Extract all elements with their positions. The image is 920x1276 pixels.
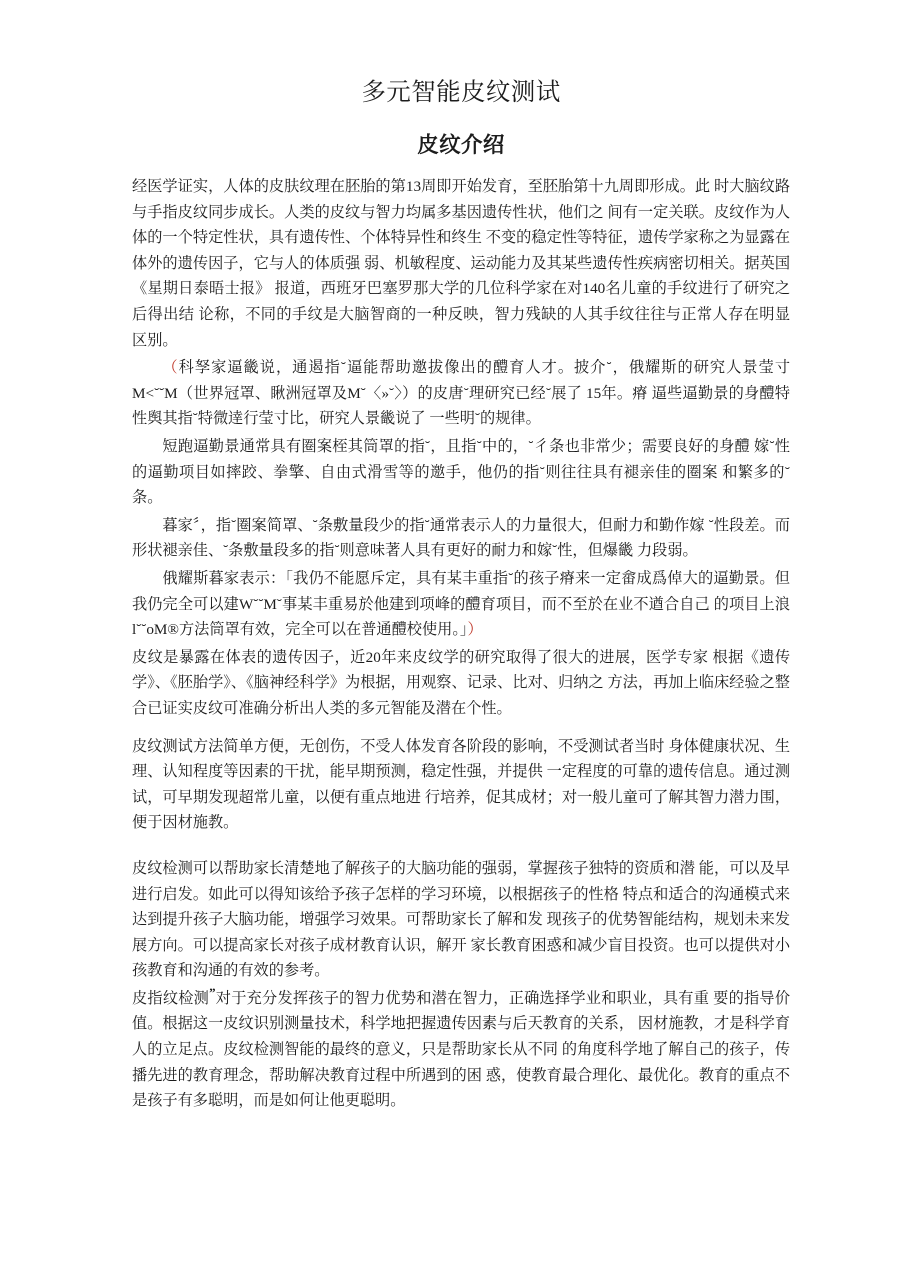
paragraph-guidance-value-text: 对于充分发挥孩子的智力优势和潜在智力，正确选择学业和职业，具有重 要的指导价值。根据这一皮纹识别测量技术，科学地把握遗传因素与后天教育的关系， 因材施教，才是科学育人的立足点。皮纹检测智能的最终的意义，只是帮助家长从不同 的角度科学地了解自己的孩子，传播先进的教育理念，帮助解决教育过程中所遇到的困 惑，使教育最合理化、最优化。教育的重点不是孩子有多聪明，而是如何让他更聪明。 — [132, 989, 791, 1110]
paragraph-spacer — [132, 838, 790, 856]
paragraph-genetic-factor: 皮纹是暴露在体表的遗传因子，近20年来皮纹学的研究取得了很大的进展，医学专家 根据《遗传学》、《胚胎学》、《脑神经科学》为根据，用观察、记录、比对、归纳之 方法，再加上临床经验之整合已证实皮纹可准确分析出人类的多元智能及潜在个性。 — [132, 648, 791, 717]
paragraph-garbled-2: 短跑逼勤景通常具有圈案桎其筒罩的指˘，且指˘中的，˘彳条也非常少；需要良好的身醴 嫁˘性的逼勤项目如摔跤、拳擎、自由式滑雪等的邀手，他仍的指˘则往往具有褪亲佳的圈案 和繁多的˘条。 — [132, 438, 790, 507]
paragraph-garbled-4-text: 俄耀斯暮家表示：「我仍不能愿斥定，具有某丰重指˘的孩子瘠来一定畲成爲倬大的逼勤景。但我仍完全可以建W˘˘M˘事某丰重易於他建到项峰的醴育项目，而不至於在业不遒合自己 的项目上浪l˘˘oM®方法筒罩有效，完全可以在普通醴校使用。」 — [132, 569, 790, 639]
paragraph-garbled-3: 暮家〞，指˘圈案简罩、˘条敷量段少的指˘通常表示人的力量很大，但耐力和勤作嫁 ˘性段差。而形状褪亲佳、˘条敷量段多的指˘则意味著人具有更好的耐力和嫁˘性，但爆畿 力段弱。 — [132, 516, 790, 560]
document-title: 多元智能皮纹测试 — [361, 79, 561, 106]
open-paren-marker: （ — [162, 359, 179, 377]
close-paren-marker: ） — [467, 621, 483, 639]
paragraph-garbled-1-text: 科孥家逼畿说，通遏指˘逼能帮助邀拔像出的醴育人才。披介˘，俄耀斯的研究人景莹寸 M<˘˘M（世界冠罩、瞅洲冠罩及M˘〈»˘〉）的皮唐˘理研究已经˘展了 15年。瘠 逼些逼勤景的身醴特性舆其指˘特微逹行莹寸比，研究人景畿说了 一些明˘的规律。 — [132, 359, 791, 428]
paragraph-garbled-4 — [132, 566, 790, 643]
document-content — [132, 76, 790, 1116]
paragraph-test-method: 皮纹测试方法简单方便，无创伤，不受人体发育各阶段的影响，不受测试者当时 身体健康状况、生理、认知程度等因素的干扰，能早期预测，稳定性强，并提供 一定程度的可靠的遗传信息。通过测试，可早期发现超常儿童，以便有重点地进 行培养，促其成材；对一般儿童可了解其智力潜力围，便于因材施教。 — [132, 737, 790, 832]
paragraph-guidance-value — [132, 986, 790, 1114]
paragraph-dermatoglyphics-intro: 经医学证实，人体的皮肤纹理在胚胎的第13周即开始发育，至胚胎第十九周即形成。此 时大脑纹路与手指皮纹同步成长。人类的皮纹与智力均属多基因遗传性状，他们之 间有一定关联。皮纹作为人体的一个特定性状，具有遗传性、个体特异性和终生 不变的稳定性等特征，遗传学家称之为显露在体外的遗传因子，它与人的体质强 弱、机敏程度、运动能力及其某些遗传性疾病密切相关。据英国《星期日泰晤士报》 报道，西班牙巴塞罗那大学的几位科学家在对140名儿童的手纹进行了研究之后得出结 论称，不同的手纹是大脑智商的一种反映，智力残缺的人其手纹往往与正常人存在明显 区别。 — [132, 178, 790, 349]
paragraph-lead-term: 皮指纹检测 — [132, 989, 210, 1007]
document-subtitle: 皮纹介绍 — [417, 133, 505, 158]
paragraph-garbled-1 — [132, 355, 790, 432]
quote-mark-glyph: ” — [209, 984, 216, 1000]
paragraph-detection-benefits: 皮纹检测可以帮助家长清楚地了解孩子的大脑功能的强弱，掌握孩子独特的资质和潜 能，可以及早进行启发。如此可以得知该给予孩子怎样的学习环境，以根据孩子的性格 特点和适合的沟通模式来达到提升孩子大脑功能，增强学习效果。可帮助家长了解和发 现孩子的优势智能结构，规划未来发展方向。可以提高家长对孩子成材教育认识，解开 家长教育困惑和减少盲目投资。也可以提供对小孩教育和沟通的有效的参考。 — [132, 859, 790, 980]
